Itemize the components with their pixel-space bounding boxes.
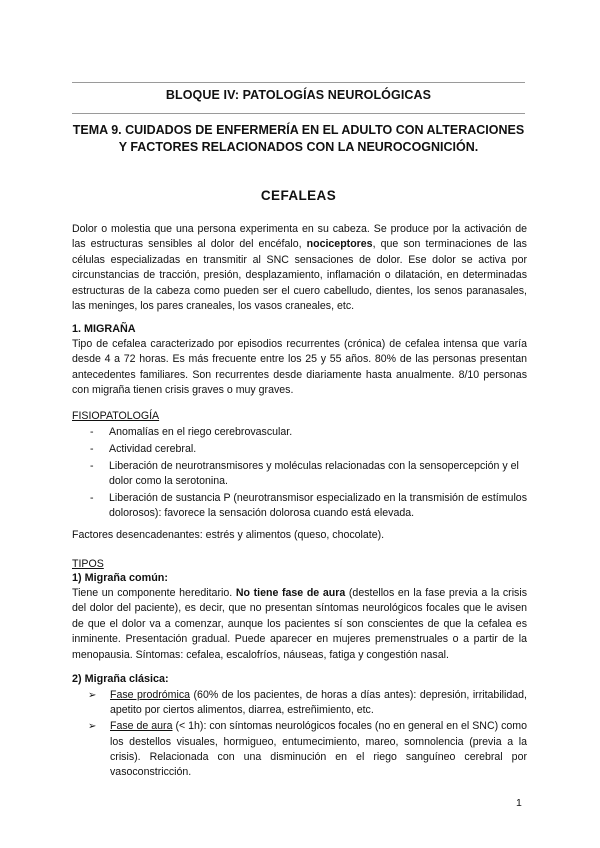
migrana-paragraph: Tipo de cefalea caracterizado por episodios recurrentes (crónica) de cefalea intensa que varía desde 4 a 72 horas. Es más frecuente entre los 25 y 55 años. 80% de las personas presentan antecedentes familiares. Son recurrentes desde diariamente hasta anualmente. 8/10 personas con migraña tienen crisis graves o muy graves.: [72, 338, 527, 397]
tipos-heading: TIPOS: [72, 558, 104, 570]
no-aura-bold: No tiene fase de aura: [235, 587, 346, 599]
list-item: - Anomalías en el riego cerebrovascular.: [90, 426, 293, 438]
migrana-clasica-list: [88, 688, 527, 781]
intro-paragraph: Dolor o molestia que una persona experimenta en su cabeza. Se produce por la activación de las estructuras sensibles al dolor del encéfalo, nociceptores, que son terminaciones de las células especializadas en transmitir al SNC sensaciones de dolor. Ese dolor se activa por circunstancias de tracción, presión, desplazamiento, inflamación o dilatación, en determinadas estructuras de la cabeza como pueden ser el cuero cabelludo, dientes, los senos paranasales, las meninges, los pares craneales, los vasos craneales, etc.: [72, 223, 527, 313]
section-title: CEFALEAS: [260, 188, 337, 203]
top-rule: [72, 82, 525, 83]
factores-line: Factores desencadenantes: estrés y alimentos (queso, chocolate).: [72, 529, 385, 541]
intro-bold-term: nociceptores: [306, 238, 373, 251]
arrow-bullet-icon: ➢: [88, 721, 97, 733]
block-title: BLOQUE IV: PATOLOGÍAS NEUROLÓGICAS: [165, 88, 432, 102]
list-item: - Liberación de neurotransmisores y moléculas relacionadas con la sensopercepción y el dolor como la serotonina.: [90, 460, 519, 488]
list-item: - Liberación de sustancia P (neurotransmisor especializado en la transmisión de estímulos dolorosos): favorece la sensación dolorosa cuando está elevada.: [90, 492, 527, 520]
fisiopatologia-heading: FISIOPATOLOGÍA: [72, 410, 160, 422]
page-number: 1: [516, 797, 522, 809]
topic-title: TEMA 9. CUIDADOS DE ENFERMERÍA EN EL ADULTO CON ALTERACIONES Y FACTORES RELACIONADOS CON LA NEUROCOGNICIÓN.: [72, 123, 525, 154]
title-rule: [72, 113, 525, 114]
list-item: ➢ Fase de aura (< 1h): con síntomas neurológicos focales (no en general en el SNC) como los destellos visuales, hormigueo, entumecimiento, mareo, somnolencia (previa a la crisis). Relacionada con una disminución en el riego sanguíneo cerebral por vasoconstricción.: [88, 720, 527, 779]
migrana-heading: 1. MIGRAÑA: [72, 323, 136, 335]
fisiopatologia-list: [86, 425, 527, 524]
migrana-comun-heading: 1) Migraña común:: [72, 572, 168, 584]
list-item: - Actividad cerebral.: [90, 443, 197, 456]
migrana-comun-paragraph: Tiene un componente hereditario. No tiene fase de aura (destellos en la fase previa a la crisis del dolor del paciente), es decir, que no presentan síntomas neurológicos focales que le avisen de que el dolor va a comenzar, aunque los pacientes sí son conscientes de que la cefalea es inminente. Presentación gradual. Puede aparecer en mujeres premenstruales o a partir de la menopausia. Síntomas: cefalea, escalofríos, náuseas, fatiga y congestión nasal.: [72, 587, 527, 661]
list-item: ➢ Fase prodrómica (60% de los pacientes, de horas a días antes): depresión, irritabilidad, apetito por ciertos alimentos, diarrea, estreñimiento, etc.: [88, 689, 527, 717]
migrana-clasica-heading: 2) Migraña clásica:: [72, 673, 169, 685]
arrow-bullet-icon: ➢: [88, 690, 97, 701]
